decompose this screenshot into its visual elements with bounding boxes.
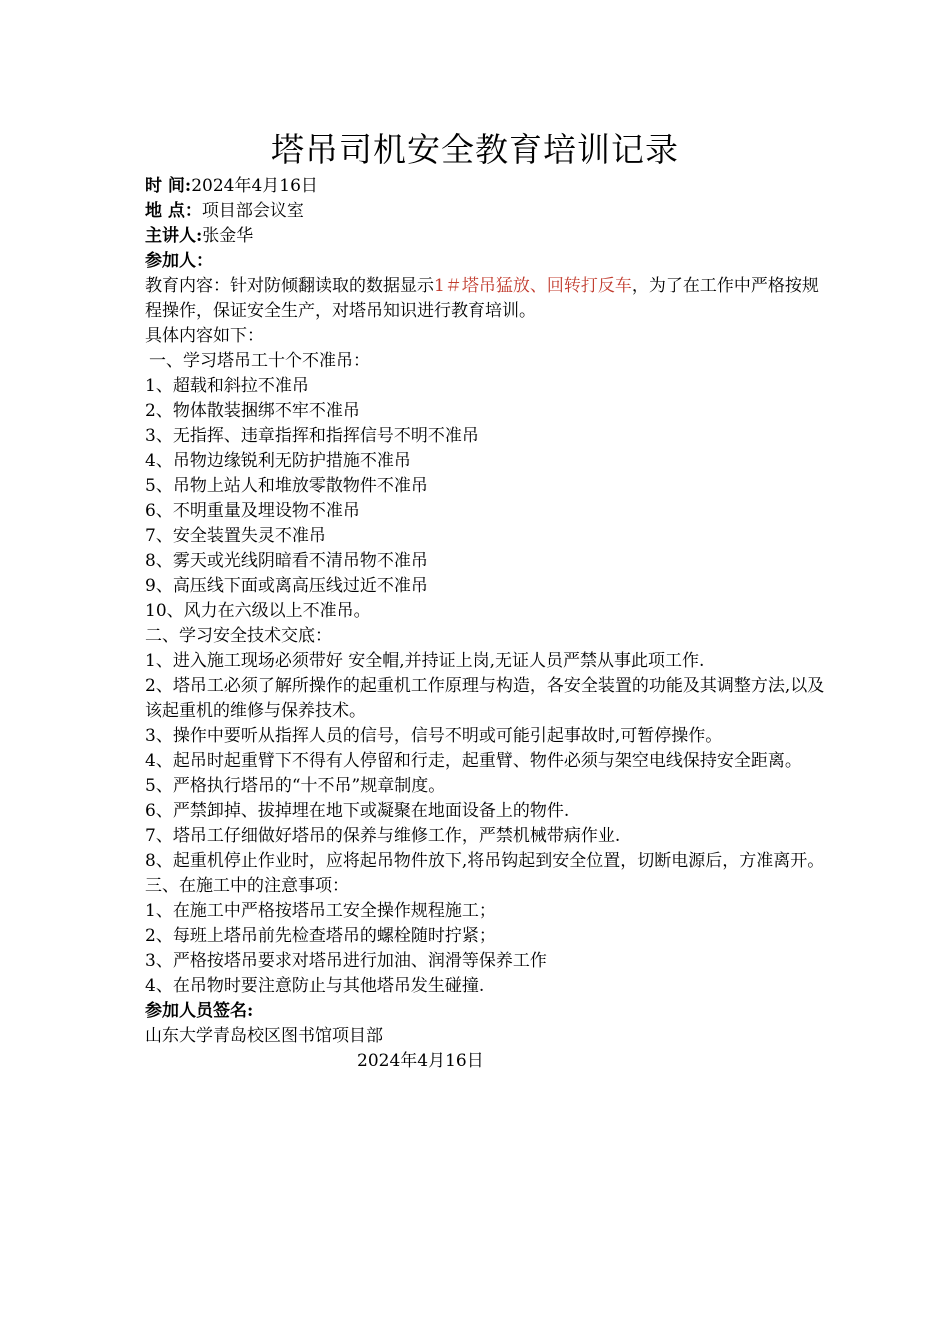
list-item: 10、风力在六级以上不准吊。 bbox=[145, 601, 371, 621]
list-item: 3、严格按塔吊要求对塔吊进行加油、润滑等保养工作 bbox=[145, 951, 547, 971]
time-label: 时 间: bbox=[145, 176, 192, 196]
footer-date: 2024年4月16日 bbox=[357, 1051, 484, 1071]
list-item: 5、吊物上站人和堆放零散物件不准吊 bbox=[145, 476, 428, 496]
attendees-row bbox=[145, 249, 825, 274]
section3-heading: 三、在施工中的注意事项： bbox=[145, 876, 349, 896]
signature-label: 参加人员签名: bbox=[145, 1001, 254, 1021]
list-item: 6、不明重量及埋设物不准吊 bbox=[145, 501, 360, 521]
list-item: 3、操作中要听从指挥人员的信号，信号不明或可能引起事故时,可暂停操作。 bbox=[145, 726, 723, 746]
list-item: 1、超载和斜拉不准吊 bbox=[145, 376, 309, 396]
list-item: 1、在施工中严格按塔吊工安全操作规程施工； bbox=[145, 901, 496, 921]
speaker-label: 主讲人: bbox=[145, 226, 203, 246]
intro-paragraph bbox=[145, 274, 825, 324]
place-label: 地 点： bbox=[145, 201, 202, 221]
speaker-row bbox=[145, 224, 825, 249]
list-item: 4、起吊时起重臂下不得有人停留和行走，起重臂、物件必须与架空电线保持安全距离。 bbox=[145, 751, 802, 771]
speaker-value: 张金华 bbox=[202, 226, 254, 246]
list-item: 5、严格执行塔吊的“十不吊”规章制度。 bbox=[145, 776, 446, 796]
document-title: 塔吊司机安全教育培训记录 bbox=[271, 130, 679, 169]
list-item: 2、物体散装捆绑不牢不准吊 bbox=[145, 401, 360, 421]
place-value: 项目部会议室 bbox=[201, 201, 304, 221]
attendees-label: 参加人： bbox=[145, 251, 213, 271]
list-item: 7、塔吊工仔细做好塔吊的保养与维修工作，严禁机械带病作业. bbox=[145, 826, 621, 846]
list-item: 8、雾天或光线阴暗看不清吊物不准吊 bbox=[145, 551, 428, 571]
list-item: 8、起重机停止作业时，应将起吊物件放下,将吊钩起到安全位置，切断电源后，方准离开。 bbox=[145, 851, 825, 871]
list-item: 6、严禁卸掉、拔掉埋在地下或凝聚在地面设备上的物件. bbox=[145, 801, 570, 821]
list-item: 4、在吊物时要注意防止与其他塔吊发生碰撞. bbox=[145, 976, 485, 996]
organization-name: 山东大学青岛校区图书馆项目部 bbox=[145, 1026, 383, 1046]
intro-prefix: 教育内容：针对防倾翻读取的数据显示 bbox=[145, 276, 434, 296]
section2-heading: 二、学习安全技术交底： bbox=[145, 626, 332, 646]
section1-heading: 一、学习塔吊工十个不准吊： bbox=[149, 351, 370, 371]
place-row bbox=[145, 199, 825, 224]
time-row bbox=[145, 174, 825, 199]
list-item: 2、塔吊工必须了解所操作的起重机工作原理与构造，各安全装置的功能及其调整方法,以及该起重机的维修与保养技术。 bbox=[145, 676, 825, 721]
intro-highlight: 1＃塔吊猛放、回转打反车 bbox=[434, 276, 632, 296]
list-item: 2、每班上塔吊前先检查塔吊的螺栓随时拧紧； bbox=[145, 926, 496, 946]
list-item: 1、进入施工现场必须带好 安全帽,并持证上岗,无证人员严禁从事此项工作. bbox=[145, 651, 705, 671]
list-item: 4、吊物边缘锐利无防护措施不准吊 bbox=[145, 451, 411, 471]
document-body bbox=[145, 174, 825, 1074]
details-heading: 具体内容如下： bbox=[145, 326, 264, 346]
list-item: 9、高压线下面或离高压线过近不准吊 bbox=[145, 576, 428, 596]
time-value: 2024年4月16日 bbox=[191, 176, 318, 196]
list-item: 3、无指挥、违章指挥和指挥信号不明不准吊 bbox=[145, 426, 479, 446]
list-item: 7、安全装置失灵不准吊 bbox=[145, 526, 326, 546]
intro-suffix: ，为了在工作中严格按规程操作，保证安全生产，对塔吊知识进行教育培训。 bbox=[145, 276, 819, 321]
